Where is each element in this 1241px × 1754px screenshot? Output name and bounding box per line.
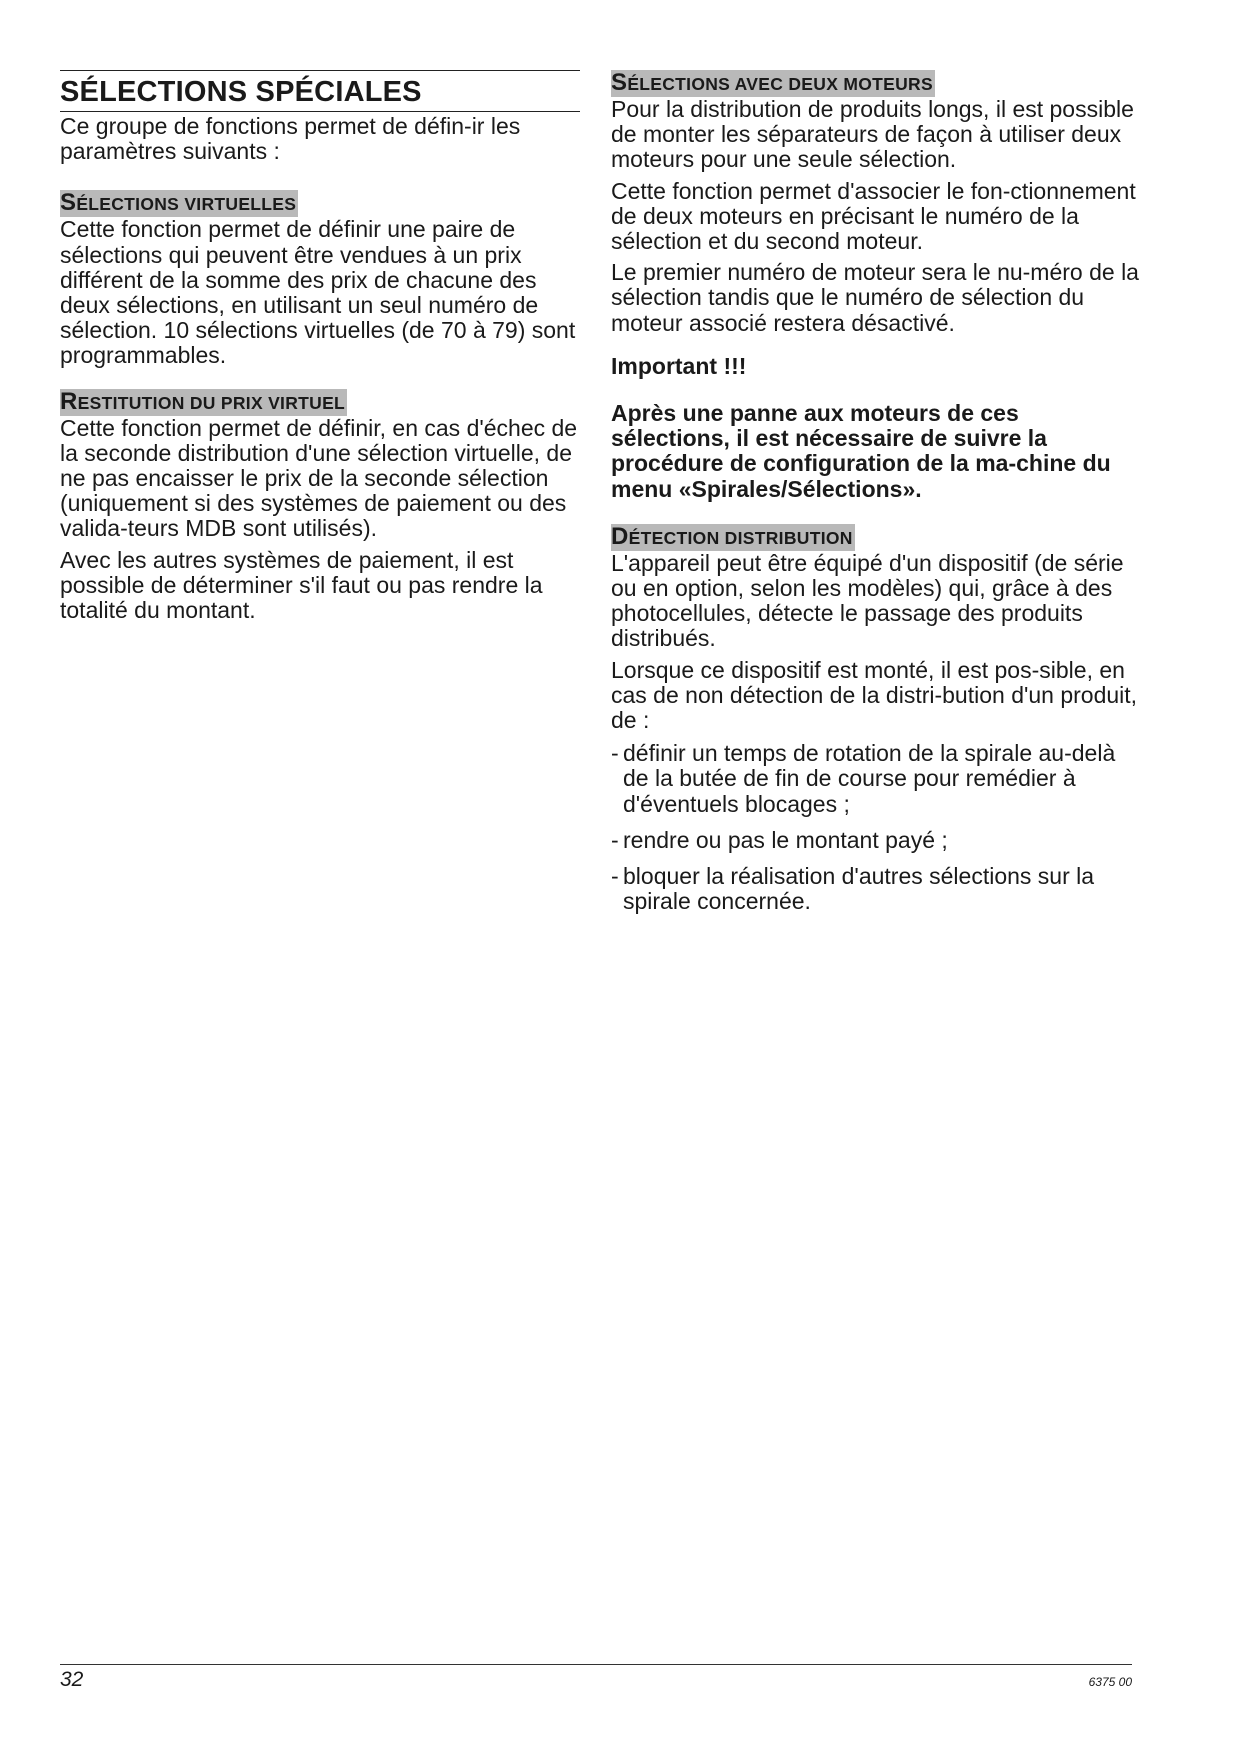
page-number: 32 xyxy=(60,1668,84,1691)
title-top-rule xyxy=(60,70,580,71)
section-paragraph: Cette fonction permet de définir, en cas d'échec de la seconde distribution d'une sélection virtuelle, de ne pas encaisser le prix de la seconde sélection (uniquement si des systèmes de paiement ou des valida-teurs MDB sont utilisés). xyxy=(60,414,578,542)
section-heading: DÉTECTION DISTRIBUTION xyxy=(611,522,853,550)
section-paragraph: L'appareil peut être équipé d'un dispositif (de série ou en option, selon les modèles) qui, grâce à des photocellules, détecte le passage des produits distribués. xyxy=(611,549,1124,652)
section-restitution-prix-virtuel xyxy=(60,389,580,624)
section-paragraph: Cette fonction permet d'associer le fon-ctionnement de deux moteurs en précisant le numéro de la sélection et du second moteur. xyxy=(611,177,1136,255)
page-title: SÉLECTIONS SPÉCIALES xyxy=(60,75,580,112)
left-column xyxy=(60,70,580,623)
section-selections-virtuelles xyxy=(60,190,580,368)
right-column xyxy=(611,70,1141,914)
footer-rule xyxy=(60,1664,1132,1665)
section-heading: RESTITUTION DU PRIX VIRTUEL xyxy=(60,387,346,415)
important-text: Après une panne aux moteurs de ces sélections, il est nécessaire de suivre la procédure de configuration de la ma-chine du menu «Spirales/Sélections». xyxy=(611,400,1111,502)
list-item: - définir un temps de rotation de la spirale au-delà de la butée de fin de course pour remédier à d'éventuels blocages ; xyxy=(611,741,1141,817)
section-detection-distribution xyxy=(611,524,1141,915)
section-selections-deux-moteurs xyxy=(611,70,1141,502)
section-paragraph: Lorsque ce dispositif est monté, il est pos-sible, en cas de non détection de la distri-bution d'un produit, de : xyxy=(611,656,1138,734)
section-paragraph: Pour la distribution de produits longs, il est possible de monter les séparateurs de façon à utiliser deux moteurs pour une seule sélection. xyxy=(611,96,1134,173)
section-heading: SÉLECTIONS VIRTUELLES xyxy=(60,189,297,217)
section-paragraph: Le premier numéro de moteur sera le nu-méro de la sélection tandis que le numéro de sélection du moteur associé restera désactivé. xyxy=(611,259,1139,336)
section-heading: SÉLECTIONS AVEC DEUX MOTEURS xyxy=(611,69,933,96)
list-item: - bloquer la réalisation d'autres sélections sur la spirale concernée. xyxy=(611,864,1141,914)
intro-paragraph: Ce groupe de fonctions permet de défin-ir les paramètres suivants : xyxy=(60,113,521,165)
document-code: 6375 00 xyxy=(1088,1675,1132,1689)
list-item: - rendre ou pas le montant payé ; xyxy=(611,828,1141,853)
section-paragraph: Avec les autres systèmes de paiement, il est possible de déterminer s'il faut ou pas rendre la totalité du montant. xyxy=(60,546,543,624)
section-paragraph: Cette fonction permet de définir une paire de sélections qui peuvent être vendues à un prix différent de la somme des prix de chacune des deux sélections, en utilisant un seul numéro de sélection. 10 sélections virtuelles (de 70 à 79) sont programmables. xyxy=(60,216,576,369)
important-label: Important !!! xyxy=(611,352,747,379)
options-list xyxy=(611,741,1141,914)
